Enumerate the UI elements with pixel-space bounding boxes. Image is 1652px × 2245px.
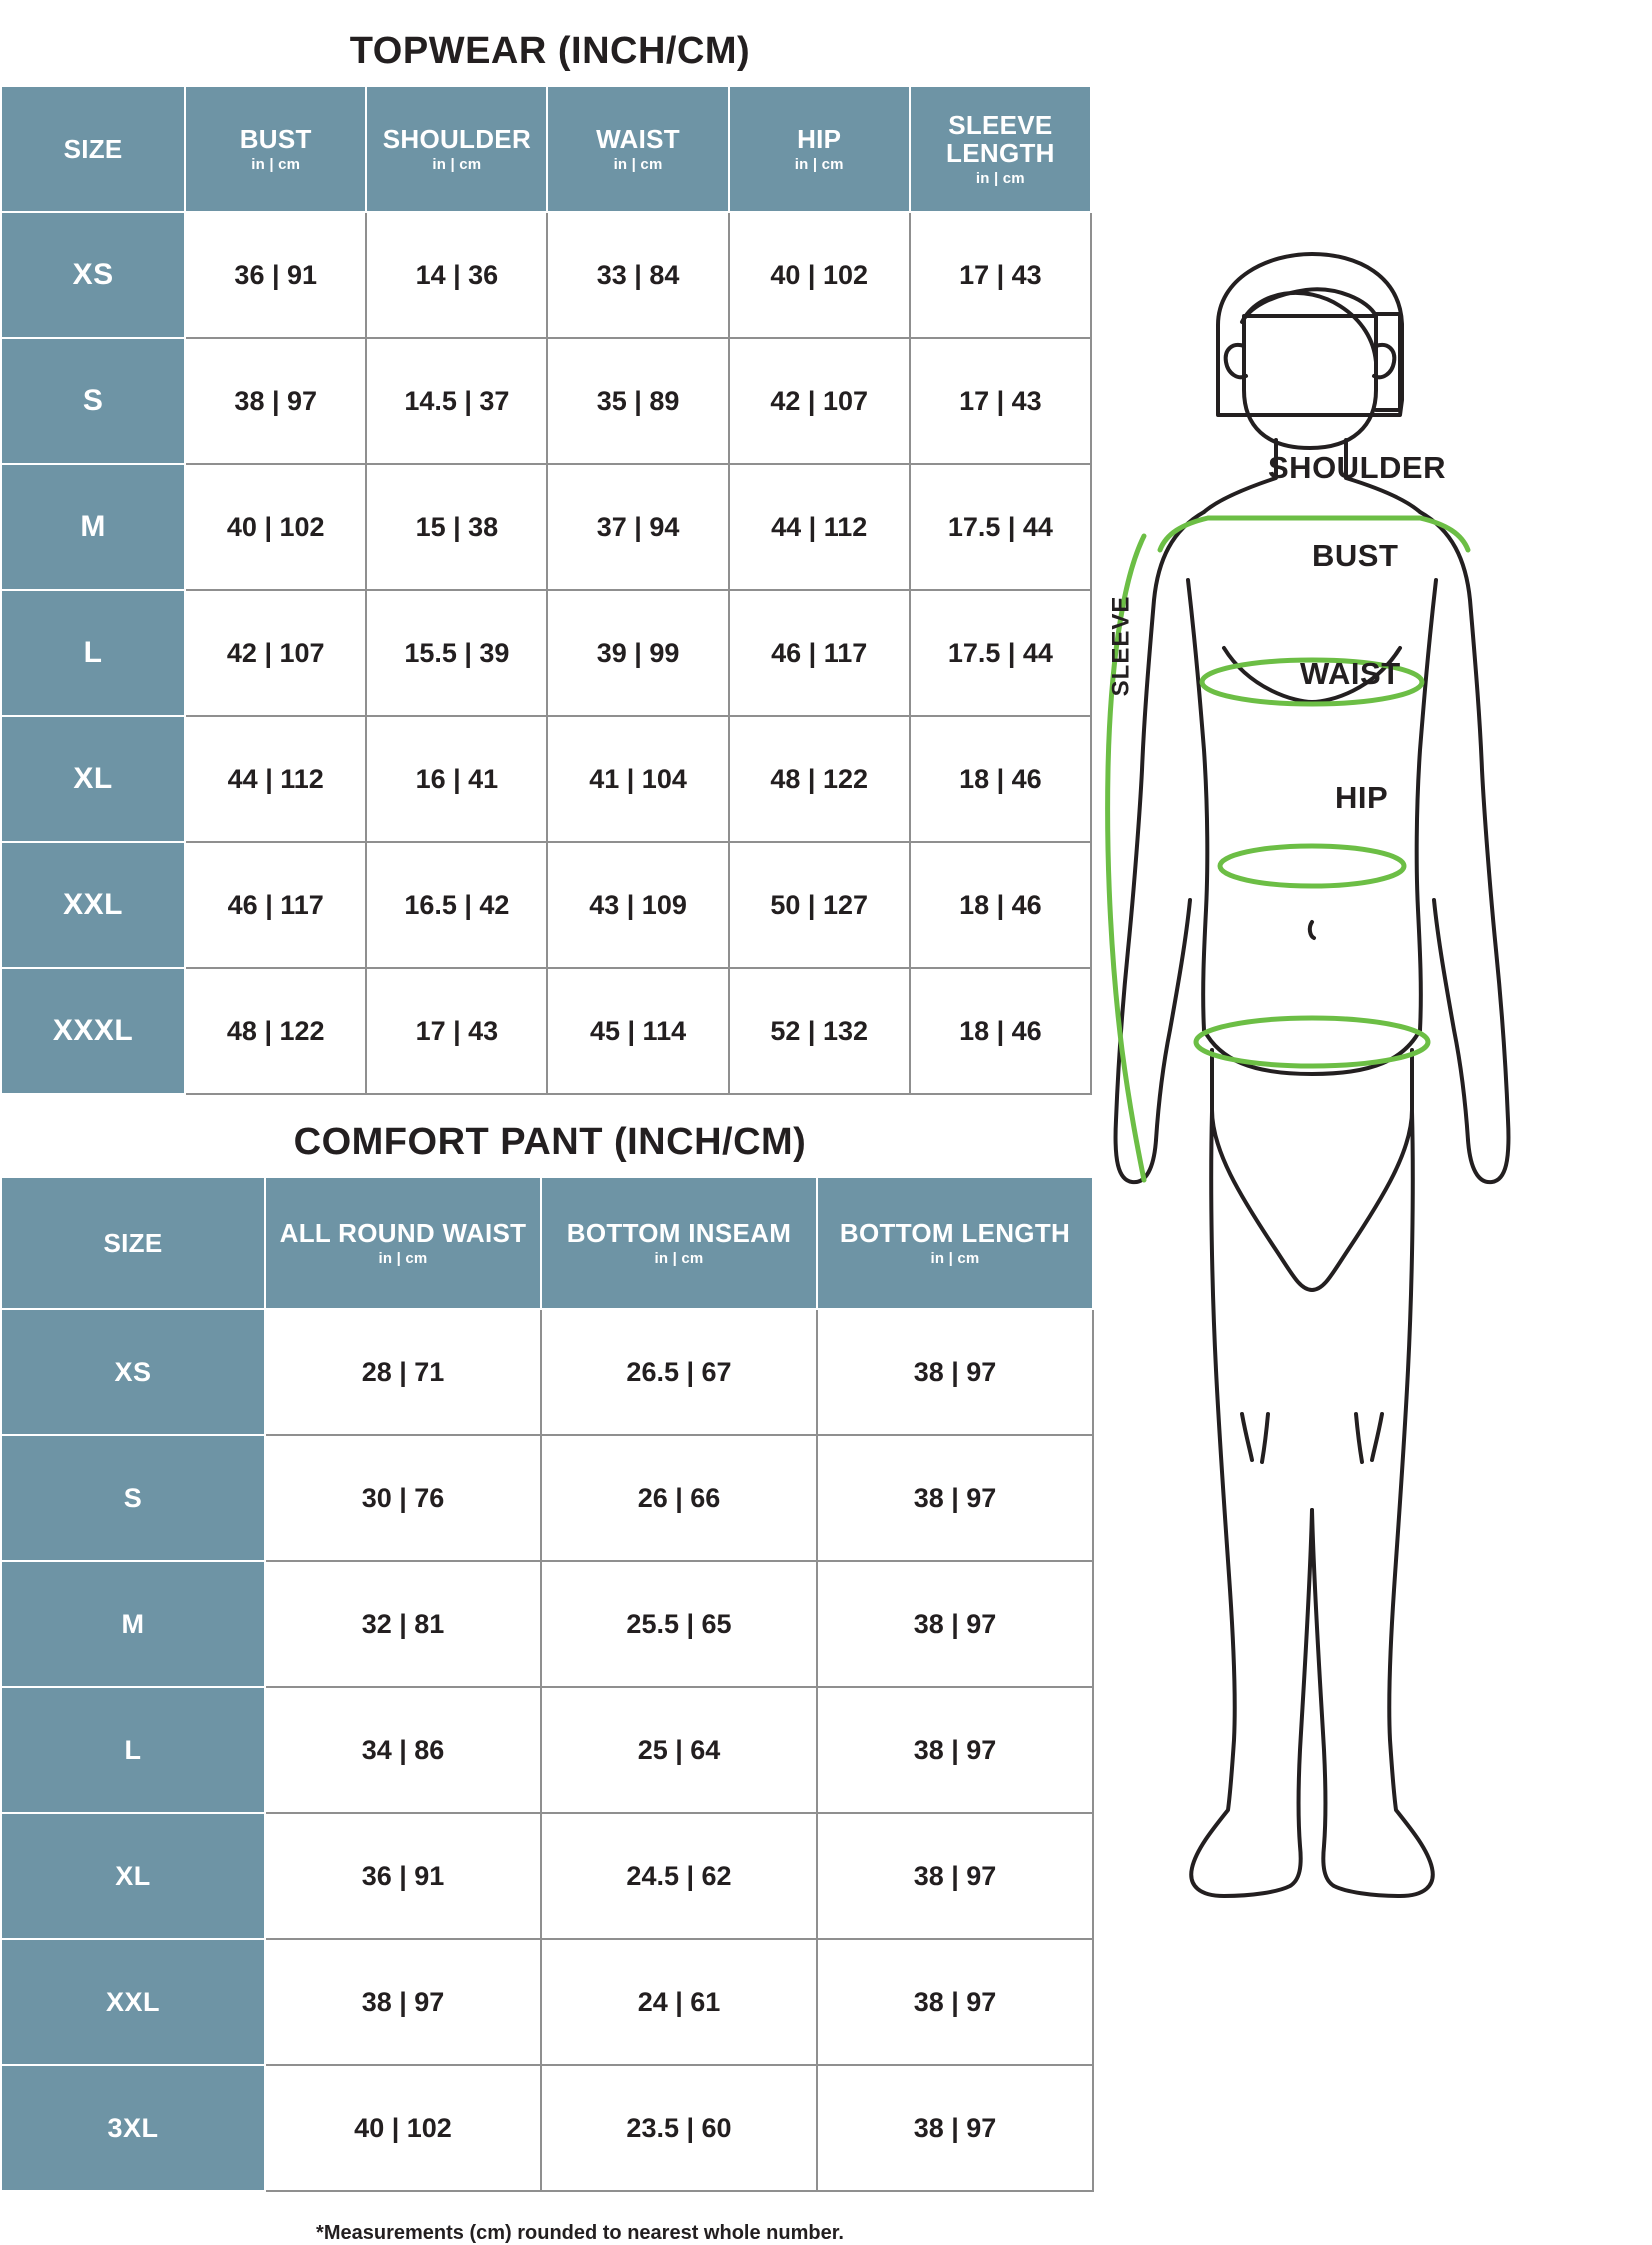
column-header-bottom-inseam: BOTTOM INSEAM in | cm	[541, 1177, 817, 1309]
cell-bottom-length: 38 | 97	[817, 1561, 1093, 1687]
row-size-label: XXXL	[1, 968, 185, 1094]
cell-hip: 52 | 132	[729, 968, 910, 1094]
cell-sleeve-length: 18 | 46	[910, 842, 1091, 968]
arm-left-inner	[1156, 900, 1190, 1140]
cell-hip: 48 | 122	[729, 716, 910, 842]
cell-sleeve-length: 17 | 43	[910, 212, 1091, 338]
cell-bottom-length: 38 | 97	[817, 2065, 1093, 2191]
hip-measure-line	[1196, 1018, 1428, 1066]
cell-all-round-waist: 38 | 97	[265, 1939, 541, 2065]
briefs	[1212, 1050, 1412, 1290]
arm-right-inner	[1434, 900, 1468, 1140]
row-size-label: XS	[1, 212, 185, 338]
column-header-size: SIZE	[1, 1177, 265, 1309]
row-size-label: XS	[1, 1309, 265, 1435]
cell-waist: 43 | 109	[547, 842, 728, 968]
table-row	[1, 1561, 1093, 1687]
table-row	[1, 2065, 1093, 2191]
cell-shoulder: 17 | 43	[366, 968, 547, 1094]
cell-waist: 37 | 94	[547, 464, 728, 590]
row-size-label: 3XL	[1, 2065, 265, 2191]
knee-right-2	[1356, 1414, 1362, 1462]
cell-bust: 40 | 102	[185, 464, 366, 590]
column-header-size: SIZE	[1, 86, 185, 212]
hair-side-right	[1376, 314, 1400, 410]
cell-bottom-length: 38 | 97	[817, 1813, 1093, 1939]
cell-waist: 39 | 99	[547, 590, 728, 716]
body-measurement-figure	[1100, 250, 1652, 1930]
cell-bottom-inseam: 25 | 64	[541, 1687, 817, 1813]
cell-shoulder: 14 | 36	[366, 212, 547, 338]
cell-sleeve-length: 18 | 46	[910, 716, 1091, 842]
cell-bottom-inseam: 24 | 61	[541, 1939, 817, 2065]
cell-waist: 41 | 104	[547, 716, 728, 842]
table-row	[1, 338, 1091, 464]
column-header-hip: HIP in | cm	[729, 86, 910, 212]
cell-all-round-waist: 32 | 81	[265, 1561, 541, 1687]
topwear-title: TOPWEAR (INCH/CM)	[349, 30, 751, 72]
cell-sleeve-length: 17 | 43	[910, 338, 1091, 464]
cell-all-round-waist: 36 | 91	[265, 1813, 541, 1939]
cell-shoulder: 16 | 41	[366, 716, 547, 842]
torso-left	[1188, 580, 1207, 1030]
knee-left-2	[1262, 1414, 1268, 1462]
neck-left	[1204, 440, 1276, 512]
leg-left	[1191, 1112, 1312, 1896]
topwear-table	[0, 85, 1092, 1095]
table-row	[1, 1435, 1093, 1561]
cell-waist: 45 | 114	[547, 968, 728, 1094]
cell-shoulder: 15 | 38	[366, 464, 547, 590]
cell-bust: 46 | 117	[185, 842, 366, 968]
waist-measure-line	[1220, 846, 1404, 886]
row-size-label: M	[1, 464, 185, 590]
knee-left-1	[1242, 1414, 1252, 1460]
cell-waist: 35 | 89	[547, 338, 728, 464]
cell-bust: 38 | 97	[185, 338, 366, 464]
table-row	[1, 968, 1091, 1094]
cell-bottom-length: 38 | 97	[817, 1309, 1093, 1435]
row-size-label: L	[1, 1687, 265, 1813]
label-shoulder: SHOULDER	[1268, 450, 1446, 485]
cell-bottom-inseam: 24.5 | 62	[541, 1813, 817, 1939]
leg-right	[1312, 1112, 1433, 1896]
cell-bottom-length: 38 | 97	[817, 1939, 1093, 2065]
label-bust: BUST	[1312, 538, 1399, 573]
cell-shoulder: 14.5 | 37	[366, 338, 547, 464]
row-size-label: XL	[1, 716, 185, 842]
cell-bottom-inseam: 26.5 | 67	[541, 1309, 817, 1435]
row-size-label: XL	[1, 1813, 265, 1939]
label-hip: HIP	[1335, 780, 1389, 815]
table-row	[1, 842, 1091, 968]
female-body-diagram	[1100, 250, 1652, 1930]
cell-sleeve-length: 17.5 | 44	[910, 590, 1091, 716]
cell-bottom-inseam: 26 | 66	[541, 1435, 817, 1561]
table-row	[1, 1309, 1093, 1435]
cell-hip: 50 | 127	[729, 842, 910, 968]
cell-hip: 42 | 107	[729, 338, 910, 464]
row-size-label: XXL	[1, 1939, 265, 2065]
cell-sleeve-length: 18 | 46	[910, 968, 1091, 1094]
column-header-waist: WAIST in | cm	[547, 86, 728, 212]
table-header-row	[1, 86, 1091, 212]
cell-waist: 33 | 84	[547, 212, 728, 338]
cell-bust: 48 | 122	[185, 968, 366, 1094]
navel	[1310, 922, 1314, 938]
cell-shoulder: 15.5 | 39	[366, 590, 547, 716]
column-header-bottom-length: BOTTOM LENGTH in | cm	[817, 1177, 1093, 1309]
table-row	[1, 212, 1091, 338]
table-row	[1, 1813, 1093, 1939]
comfort-pant-table	[0, 1176, 1094, 2192]
table-header-row	[1, 1177, 1093, 1309]
row-size-label: XXL	[1, 842, 185, 968]
table-row	[1, 464, 1091, 590]
hair-fringe	[1242, 289, 1376, 362]
label-sleeve: SLEEVE	[1107, 595, 1135, 697]
torso-right	[1417, 580, 1436, 1030]
row-size-label: S	[1, 1435, 265, 1561]
cell-bottom-length: 38 | 97	[817, 1687, 1093, 1813]
table-row	[1, 1687, 1093, 1813]
column-header-sleeve-length: SLEEVE LENGTH in | cm	[910, 86, 1091, 212]
cell-bust: 36 | 91	[185, 212, 366, 338]
footnote: *Measurements (cm) rounded to nearest whole number.	[316, 2222, 844, 2244]
cell-shoulder: 16.5 | 42	[366, 842, 547, 968]
cell-all-round-waist: 40 | 102	[265, 2065, 541, 2191]
cell-bust: 44 | 112	[185, 716, 366, 842]
table-row	[1, 716, 1091, 842]
cell-bottom-length: 38 | 97	[817, 1435, 1093, 1561]
cell-bottom-inseam: 23.5 | 60	[541, 2065, 817, 2191]
face-shape	[1244, 316, 1376, 448]
table-row	[1, 590, 1091, 716]
cell-all-round-waist: 34 | 86	[265, 1687, 541, 1813]
column-header-bust: BUST in | cm	[185, 86, 366, 212]
column-header-shoulder: SHOULDER in | cm	[366, 86, 547, 212]
cell-all-round-waist: 30 | 76	[265, 1435, 541, 1561]
knee-right-1	[1372, 1414, 1382, 1460]
table-row	[1, 1939, 1093, 2065]
row-size-label: S	[1, 338, 185, 464]
pant-title: COMFORT PANT (INCH/CM)	[293, 1121, 807, 1163]
cell-bottom-inseam: 25.5 | 65	[541, 1561, 817, 1687]
row-size-label: M	[1, 1561, 265, 1687]
column-header-all-round-waist: ALL ROUND WAIST in | cm	[265, 1177, 541, 1309]
cell-hip: 40 | 102	[729, 212, 910, 338]
row-size-label: L	[1, 590, 185, 716]
cell-bust: 42 | 107	[185, 590, 366, 716]
cell-all-round-waist: 28 | 71	[265, 1309, 541, 1435]
label-waist: WAIST	[1300, 656, 1401, 691]
cell-hip: 46 | 117	[729, 590, 910, 716]
cell-sleeve-length: 17.5 | 44	[910, 464, 1091, 590]
cell-hip: 44 | 112	[729, 464, 910, 590]
